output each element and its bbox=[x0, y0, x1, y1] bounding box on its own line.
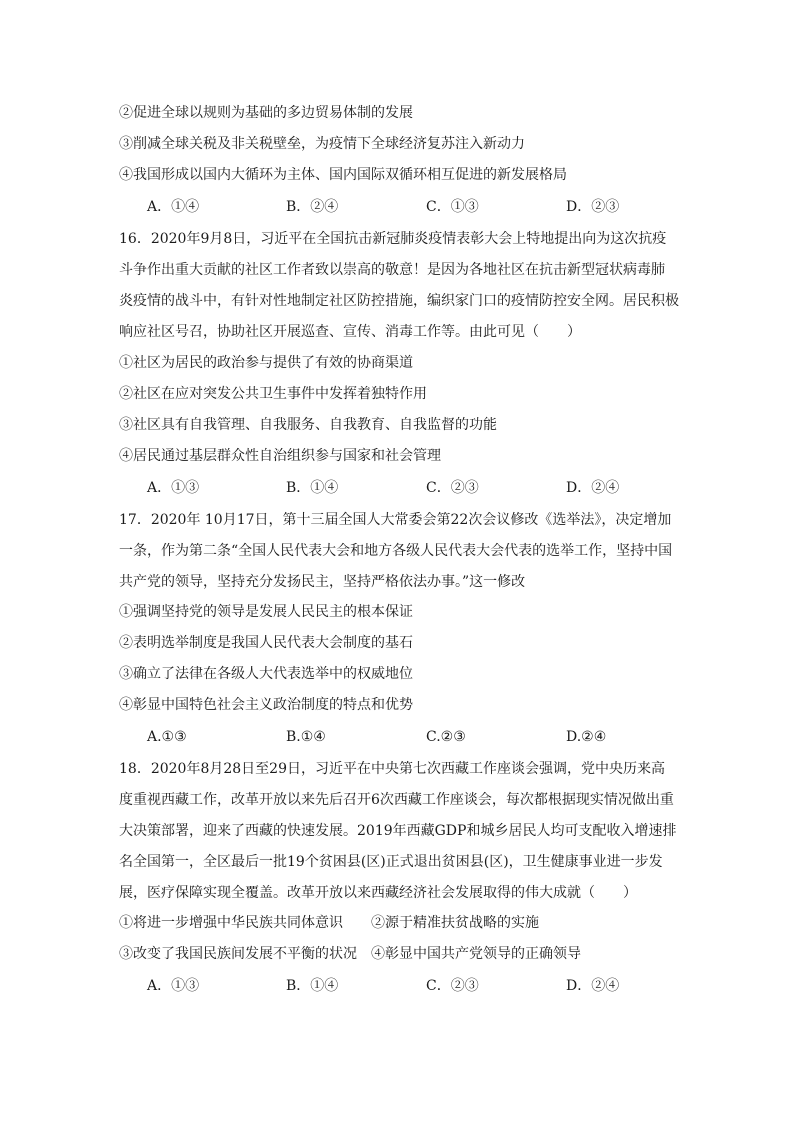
q18-stem-line: 展，医疗保障实现全覆盖。改革开放以来西藏经济社会发展取得的伟大成就（ ） bbox=[119, 885, 637, 901]
q17-statement-2: ②表明选举制度是我国人民代表大会制度的基石 bbox=[119, 635, 413, 651]
q18-statement-row-1: ①将进一步增强中华民族共同体意识 ②源于精准扶贫战略的实施 bbox=[119, 915, 539, 931]
q17-statement-1: ①强调坚持党的领导是发展人民民主的根本保证 bbox=[119, 604, 413, 620]
q15-statement-2: ②促进全球以规则为基础的多边贸易体制的发展 bbox=[119, 105, 413, 121]
q17-statement-4: ④彰显中国特色社会主义政治制度的特点和优势 bbox=[119, 697, 413, 713]
q17-option-a[interactable]: A.①③ bbox=[147, 729, 187, 745]
q18-option-c[interactable]: C．②③ bbox=[426, 978, 479, 994]
q16-stem-line: 炎疫情的战斗中，有针对性地制定社区防控措施，编织家门口的疫情防控安全网。居民积极 bbox=[119, 293, 679, 309]
q16-option-d[interactable]: D．②④ bbox=[566, 480, 620, 496]
q16-statement-3: ③社区具有自我管理、自我服务、自我教育、自我监督的功能 bbox=[119, 417, 497, 433]
q16-stem-line: 斗争作出重大贡献的社区工作者致以崇高的敬意！是因为各地社区在抗击新型冠状病毒肺 bbox=[119, 262, 665, 278]
q18-option-b[interactable]: B．①④ bbox=[286, 978, 339, 994]
q18-option-a[interactable]: A．①③ bbox=[147, 978, 200, 994]
q17-option-d[interactable]: D.②④ bbox=[566, 729, 607, 745]
q16-statement-2: ②社区在应对突发公共卫生事件中发挥着独特作用 bbox=[119, 386, 427, 402]
q17-option-c[interactable]: C.②③ bbox=[426, 729, 466, 745]
q16-stem-line: 响应社区号召，协助社区开展巡查、宣传、消毒工作等。由此可见（ ） bbox=[119, 324, 581, 340]
q18-option-d[interactable]: D．②④ bbox=[566, 978, 620, 994]
q18-stem-line: 度重视西藏工作，改革开放以来先后召开6次西藏工作座谈会，每次都根据现实情况做出重 bbox=[119, 792, 674, 808]
q18-stem bbox=[119, 754, 679, 909]
q16-statement-4: ④居民通过基层群众性自治组织参与国家和社会管理 bbox=[119, 448, 441, 464]
q16-statement-1: ①社区为居民的政治参与提供了有效的协商渠道 bbox=[119, 355, 413, 371]
q15-option-d[interactable]: D．②③ bbox=[566, 199, 620, 215]
q16-option-c[interactable]: C．②③ bbox=[426, 480, 479, 496]
q18-statement-row-2: ③改变了我国民族间发展不平衡的状况 ④彰显中国共产党领导的正确领导 bbox=[119, 946, 581, 962]
q15-option-c[interactable]: C．①③ bbox=[426, 199, 479, 215]
q15-statement-4: ④我国形成以国内大循环为主体、国内国际双循环相互促进的新发展格局 bbox=[119, 167, 567, 183]
q18-stem-line: 名全国第一，全区最后一批19个贫困县(区)正式退出贫困县(区)，卫生健康事业进一步发 bbox=[119, 854, 663, 870]
q17-stem bbox=[119, 505, 679, 598]
q16-stem-line: 16．2020年9月8日，习近平在全国抗击新冠肺炎疫情表彰大会上特地提出向为这次抗疫 bbox=[119, 231, 667, 247]
q17-stem-line: 一条，作为第二条“全国人民代表大会和地方各级人民代表大会代表的选举工作，坚持中国 bbox=[119, 543, 673, 559]
q17-statement-3: ③确立了法律在各级人大代表选举中的权威地位 bbox=[119, 666, 413, 682]
q17-stem-line: 17．2020年 10月17日，第十三届全国人大常委会第22次会议修改《选举法》，决定增加 bbox=[119, 512, 672, 528]
q18-stem-line: 大决策部署，迎来了西藏的快速发展。2019年西藏GDP和城乡居民人均可支配收入增速排 bbox=[119, 823, 677, 839]
q17-option-b[interactable]: B.①④ bbox=[286, 729, 326, 745]
q18-stem-line: 18．2020年8月28日至29日，习近平在中央第七次西藏工作座谈会强调，党中央历来高 bbox=[119, 761, 665, 777]
q16-stem bbox=[119, 224, 679, 348]
q15-option-b[interactable]: B．②④ bbox=[286, 199, 339, 215]
q15-option-a[interactable]: A．①④ bbox=[147, 199, 200, 215]
q16-option-b[interactable]: B．①④ bbox=[286, 480, 339, 496]
q17-stem-line: 共产党的领导，坚持充分发扬民主，坚持严格依法办事。”这一修改 bbox=[119, 574, 526, 590]
q16-option-a[interactable]: A．①③ bbox=[147, 480, 200, 496]
q15-statement-3: ③削减全球关税及非关税壁垒，为疫情下全球经济复苏注入新动力 bbox=[119, 136, 525, 152]
